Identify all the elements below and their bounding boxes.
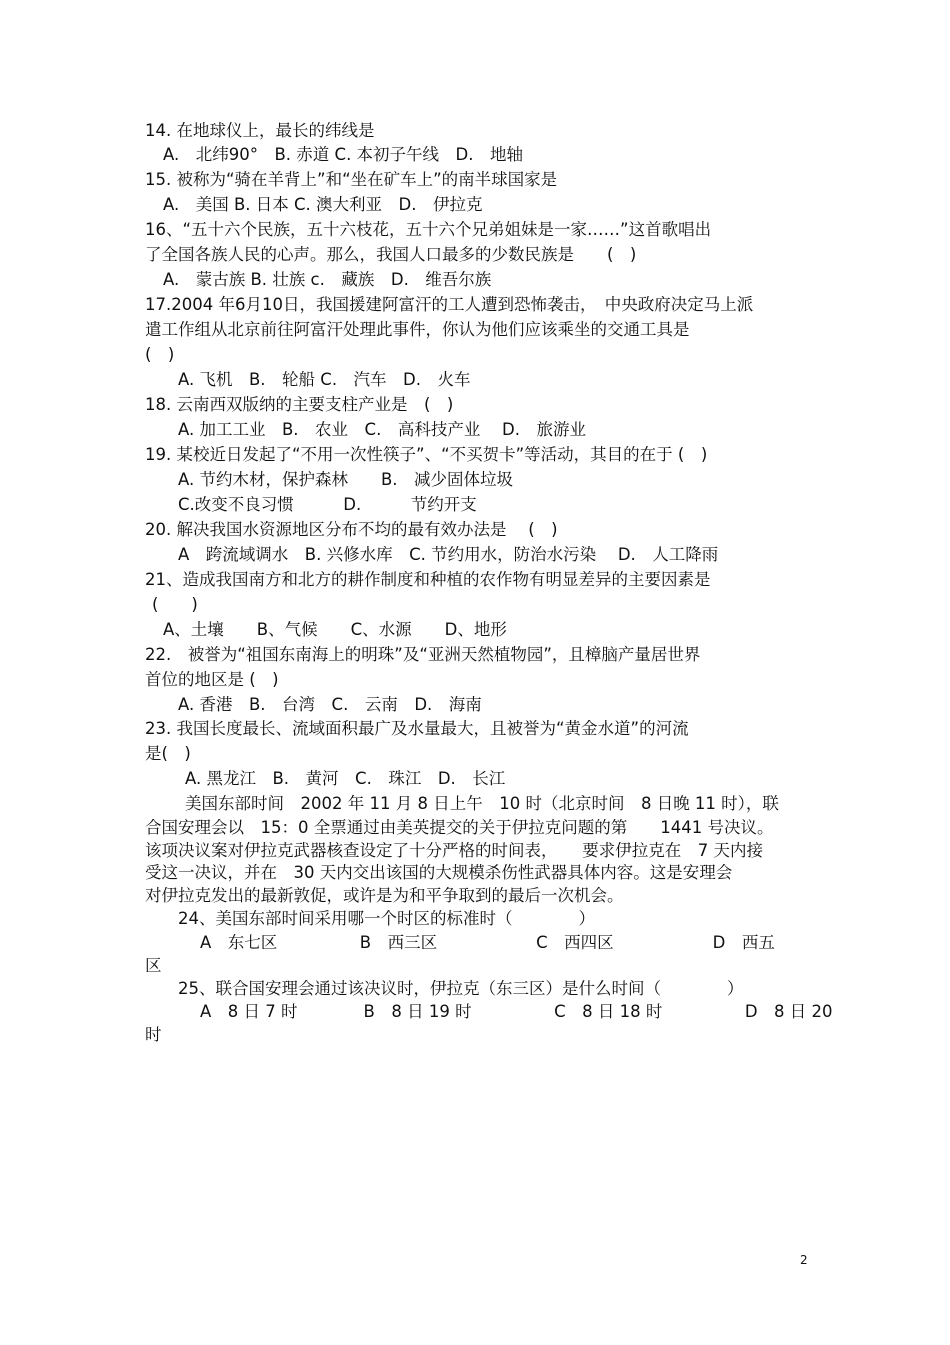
q16-options: A. 蒙古族 B. 壮族 c. 藏族 D. 维吾尔族 xyxy=(163,270,492,289)
q20-options: A 跨流域调水 B. 兴修水库 C. 节约用水，防治水污染 D. 人工降雨 xyxy=(178,545,719,564)
q14-options: A. 北纬90° B. 赤道 C. 本初子午线 D. 地轴 xyxy=(163,145,524,164)
q18-options: A. 加工工业 B. 农业 C. 高科技产业 D. 旅游业 xyxy=(178,420,587,439)
q23-stem-line2: 是( ) xyxy=(145,744,191,763)
q19-options-line1: A. 节约木材，保护森林 B. 减少固体垃圾 xyxy=(178,470,514,489)
q21-bracket: ( ) xyxy=(152,595,198,614)
q17-stem-line2: 遣工作组从北京前往阿富汗处理此事件，你认为他们应该乘坐的交通工具是 xyxy=(145,320,690,339)
passage-line4: 受这一决议，并在 30 天内交出该国的大规模杀伤性武器具体内容。这是安理会 xyxy=(145,863,733,882)
page-number: 2 xyxy=(800,1253,808,1267)
q17-bracket: ( ) xyxy=(145,345,175,364)
q23-options: A. 黑龙江 B. 黄河 C. 珠江 D. 长江 xyxy=(185,769,506,788)
q22-options: A. 香港 B. 台湾 C. 云南 D. 海南 xyxy=(178,695,482,714)
q24-stem: 24、美国东部时间采用哪一个时区的标准时（ ） xyxy=(178,909,595,928)
q21-stem: 21、造成我国南方和北方的耕作制度和种植的农作物有明显差异的主要因素是 xyxy=(145,570,711,589)
q16-stem-line1: 16、“五十六个民族，五十六枝花，五十六个兄弟姐妹是一家……”这首歌唱出 xyxy=(145,220,712,239)
q24-options: A 东七区 B 西三区 C 西四区 D 西五 xyxy=(200,933,775,952)
q14-stem: 14. 在地球仪上，最长的纬线是 xyxy=(145,121,375,140)
q25-options-wrap: 时 xyxy=(145,1025,162,1044)
q21-options: A、土壤 B、气候 C、水源 D、地形 xyxy=(163,620,507,639)
q25-options: A 8 日 7 时 B 8 日 19 时 C 8 日 18 时 D 8 日 20 xyxy=(200,1002,833,1021)
q22-stem-line2: 首位的地区是 ( ) xyxy=(145,670,279,689)
q17-options: A. 飞机 B. 轮船 C. 汽车 D. 火车 xyxy=(178,370,471,389)
q15-options: A. 美国 B. 日本 C. 澳大利亚 D. 伊拉克 xyxy=(163,195,483,214)
q18-stem: 18. 云南西双版纳的主要支柱产业是 ( ) xyxy=(145,395,454,414)
passage-line2: 合国安理会以 15：0 全票通过由美英提交的关于伊拉克问题的第 1441 号决议。 xyxy=(145,818,774,837)
q19-stem: 19. 某校近日发起了“不用一次性筷子”、“不买贺卡”等活动，其目的在于 ( ) xyxy=(145,445,708,464)
q17-stem-line1: 17.2004 年6月10日，我国援建阿富汗的工人遭到恐怖袭击， 中央政府决定马上派 xyxy=(145,295,754,314)
q23-stem-line1: 23. 我国长度最长、流域面积最广及水量最大，且被誉为“黄金水道”的河流 xyxy=(145,719,689,738)
q24-options-wrap: 区 xyxy=(145,956,162,975)
q20-stem: 20. 解决我国水资源地区分布不均的最有效办法是 ( ) xyxy=(145,520,558,539)
q22-stem-line1: 22. 被誉为“祖国东南海上的明珠”及“亚洲天然植物园”，且樟脑产量居世界 xyxy=(145,645,701,664)
passage-line5: 对伊拉克发出的最新敦促，或许是为和平争取到的最后一次机会。 xyxy=(145,886,624,905)
q19-options-line2: C.改变不良习惯 D. 节约开支 xyxy=(178,495,477,514)
passage-line3: 该项决议案对伊拉克武器核查设定了十分严格的时间表， 要求伊拉克在 7 天内接 xyxy=(145,841,763,860)
passage-line1: 美国东部时间 2002 年 11 月 8 日上午 10 时（北京时间 8 日晚 11 时），联 xyxy=(185,794,779,813)
q25-stem: 25、联合国安理会通过该决议时，伊拉克（东三区）是什么时间（ ） xyxy=(178,979,744,998)
q16-stem-line2: 了全国各族人民的心声。那么，我国人口最多的少数民族是 ( ) xyxy=(145,245,637,264)
q15-stem: 15. 被称为“骑在羊背上”和“坐在矿车上”的南半球国家是 xyxy=(145,170,558,189)
